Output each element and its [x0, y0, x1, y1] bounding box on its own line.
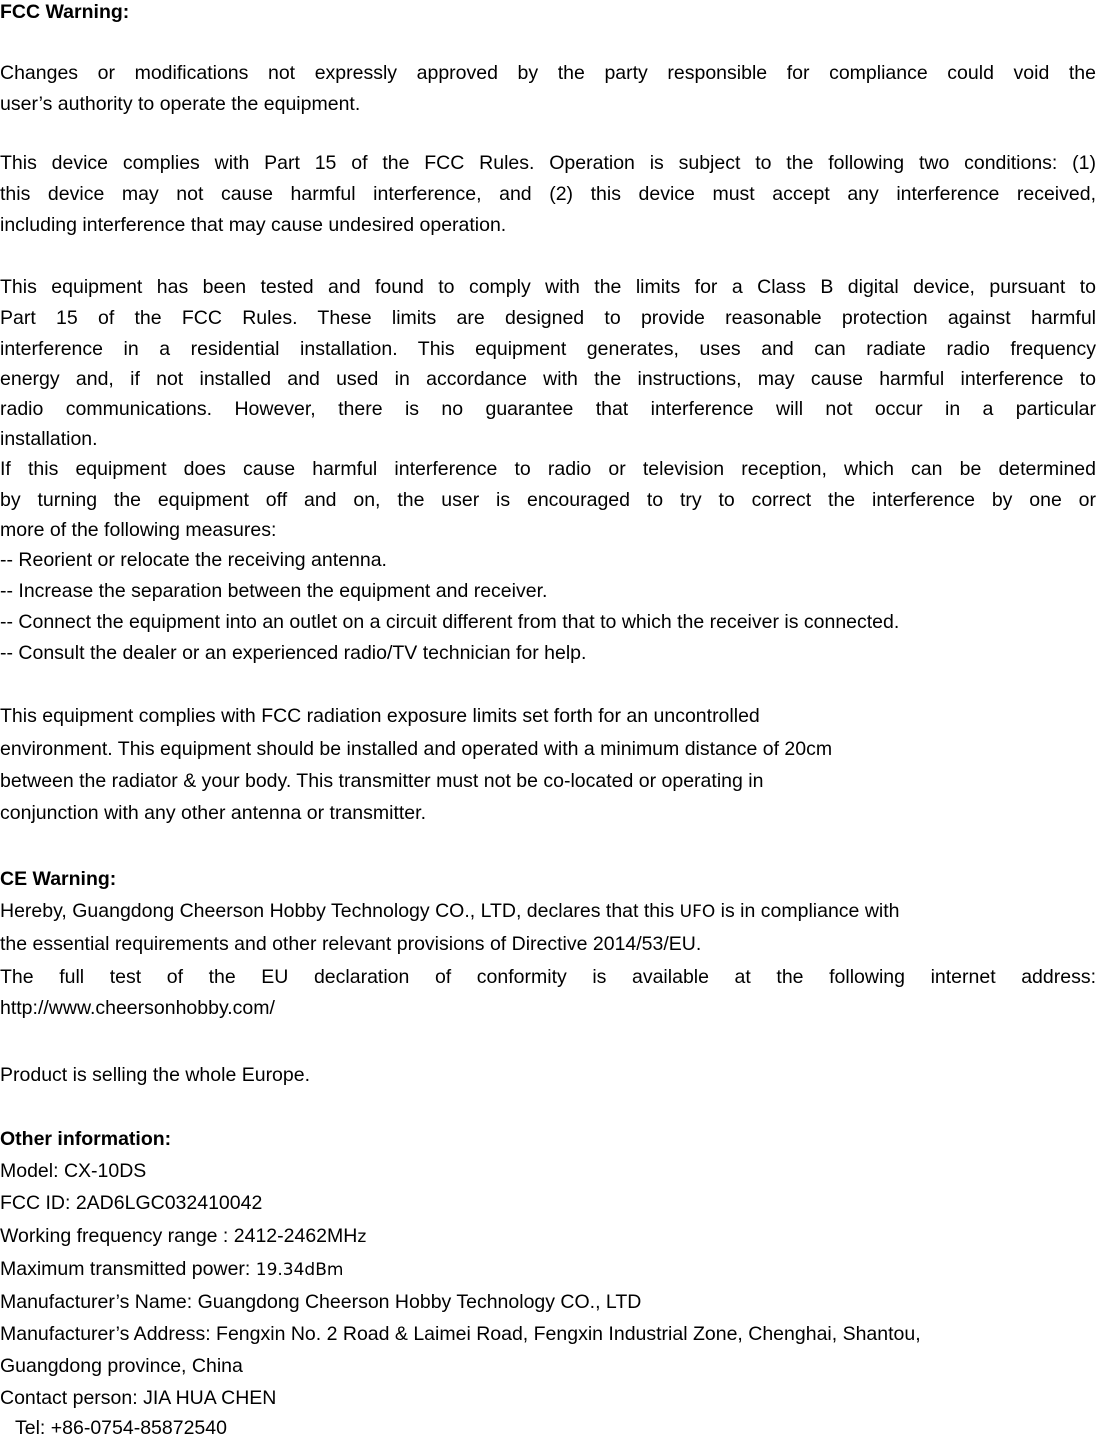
fcc-measure-3: -- Connect the equipment into an outlet on a circuit different from that to which the receiver is connected.: [0, 611, 900, 633]
fcc-p1-line-1: Changes or modifications not expressly approved by the party responsible for compliance could void the: [0, 62, 1096, 84]
telephone-line: Tel: +86-0754-85872540: [15, 1417, 227, 1439]
fcc-measure-4: -- Consult the dealer or an experienced radio/TV technician for help.: [0, 642, 587, 664]
manufacturer-address-line-1: Manufacturer’s Address: Fengxin No. 2 Road & Laimei Road, Fengxin Industrial Zone, Chenghai, Shantou,: [0, 1323, 921, 1345]
fcc-p2-line-2: this device may not cause harmful interference, and (2) this device must accept any interference received,: [0, 183, 1096, 205]
fcc-warning-heading: FCC Warning:: [0, 1, 130, 23]
fcc-p4-line-2: environment. This equipment should be installed and operated with a minimum distance of 20cm: [0, 738, 833, 760]
fcc-p3-line-7: If this equipment does cause harmful interference to radio or television reception, which can be determined: [0, 458, 1096, 480]
ce-line-1-end: is in compliance with: [720, 900, 900, 922]
fcc-p4-line-4: conjunction with any other antenna or transmitter.: [0, 802, 426, 824]
fcc-p3-line-1: This equipment has been tested and found to comply with the limits for a Class B digital device, pursuant to: [0, 276, 1096, 298]
model-line: Model: CX-10DS: [0, 1160, 147, 1182]
fcc-p3-line-8: by turning the equipment off and on, the user is encouraged to try to correct the interference by one or: [0, 489, 1096, 511]
power-value: 19.34dBm: [255, 1260, 344, 1280]
power-line: [0, 1257, 343, 1282]
other-info-heading: Other information:: [0, 1128, 172, 1150]
ce-line-3: The full test of the EU declaration of conformity is available at the following internet address:: [0, 966, 1096, 988]
ce-line-2: the essential requirements and other relevant provisions of Directive 2014/53/EU.: [0, 933, 702, 955]
power-label: Maximum transmitted power:: [0, 1258, 251, 1280]
ce-url: http://www.cheersonhobby.com/: [0, 997, 275, 1019]
ce-product-name: UFO: [679, 902, 716, 922]
fcc-p2-line-3: including interference that may cause undesired operation.: [0, 214, 507, 236]
fcc-p3-line-2: Part 15 of the FCC Rules. These limits are designed to provide reasonable protection against harmful: [0, 307, 1096, 329]
fcc-p3-line-4: energy and, if not installed and used in accordance with the instructions, may cause harmful interference to: [0, 368, 1096, 390]
manufacturer-name-line: Manufacturer’s Name: Guangdong Cheerson Hobby Technology CO., LTD: [0, 1291, 642, 1313]
fcc-p3-line-3: interference in a residential installation. This equipment generates, uses and can radiate radio frequency: [0, 338, 1096, 360]
ce-line-1: [0, 899, 900, 924]
ce-warning-heading: CE Warning:: [0, 868, 117, 890]
contact-person-line: Contact person: JIA HUA CHEN: [0, 1387, 277, 1409]
fcc-p3-line-9: more of the following measures:: [0, 519, 277, 541]
fcc-p2-line-1: This device complies with Part 15 of the FCC Rules. Operation is subject to the following two conditions: (1): [0, 152, 1096, 174]
frequency-value: Working frequency range : 2412-2462MH: [0, 1225, 358, 1247]
manufacturer-address-line-2: Guangdong province, China: [0, 1355, 243, 1377]
fcc-p3-line-6: installation.: [0, 428, 98, 450]
ce-line-1-start: Hereby, Guangdong Cheerson Hobby Technology CO., LTD, declares that this: [0, 900, 675, 922]
frequency-unit-suffix: z: [357, 1227, 367, 1247]
fcc-p4-line-3: between the radiator & your body. This transmitter must not be co-located or operating in: [0, 770, 764, 792]
fcc-p4-line-1: This equipment complies with FCC radiation exposure limits set forth for an uncontrolled: [0, 705, 760, 727]
fcc-p1-line-2: user’s authority to operate the equipment.: [0, 93, 361, 115]
fcc-p3-line-5: radio communications. However, there is no guarantee that interference will not occur in a particular: [0, 398, 1096, 420]
frequency-line: [0, 1224, 366, 1249]
fcc-measure-1: -- Reorient or relocate the receiving antenna.: [0, 549, 387, 571]
fcc-measure-2: -- Increase the separation between the equipment and receiver.: [0, 580, 548, 602]
fcc-id-line: FCC ID: 2AD6LGC032410042: [0, 1192, 263, 1214]
ce-selling-note: Product is selling the whole Europe.: [0, 1064, 311, 1086]
